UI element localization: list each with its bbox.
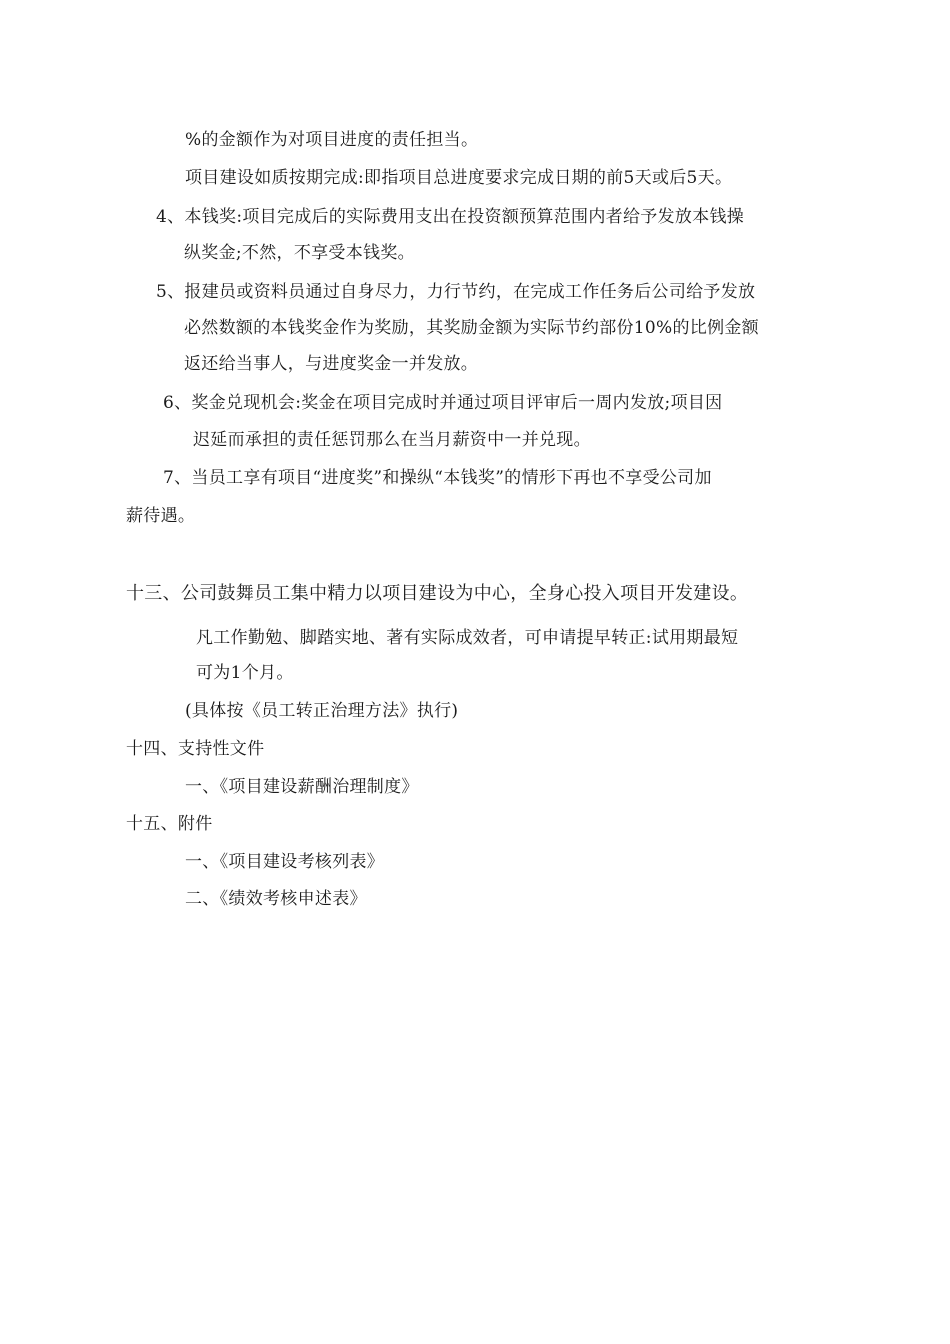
section-15-item-1: 一、《项目建设考核列表》 — [185, 852, 385, 872]
item-4-line-1: 4、本钱奖:项目完成后的实际费用支出在投资额预算范围内者给予发放本钱操 — [156, 207, 745, 227]
item-5-line-2: 必然数额的本钱奖金作为奖励，其奖励金额为实际节约部份10%的比例金额 — [184, 318, 759, 338]
section-15-item-2: 二、《绩效考核申述表》 — [185, 889, 367, 909]
section-13-heading: 十三、公司鼓舞员工集中精力以项目建设为中心，全身心投入项目开发建设。 — [126, 583, 749, 604]
item-5-line-3: 返还给当事人，与进度奖金一并发放。 — [184, 354, 479, 374]
section-14-heading: 十四、支持性文件 — [126, 739, 265, 759]
item-6-line-1: 6、奖金兑现机会:奖金在项目完成时并通过项目评审后一周内发放;项目因 — [163, 393, 723, 413]
section-15-heading: 十五、附件 — [126, 814, 213, 834]
item-7-line-2: 薪待遇。 — [126, 506, 196, 526]
intro-line-2: 项目建设如质按期完成:即指项目总进度要求完成日期的前5天或后5天。 — [185, 168, 733, 188]
intro-line-1: %的金额作为对项目进度的责任担当。 — [185, 130, 479, 150]
item-6-line-2: 迟延而承担的责任惩罚那么在当月薪资中一并兑现。 — [193, 430, 591, 450]
item-5-line-1: 5、报建员或资料员通过自身尽力，力行节约，在完成工作任务后公司给予发放 — [156, 282, 756, 302]
section-13-line-2: 可为1个月。 — [196, 663, 294, 683]
section-14-item-1: 一、《项目建设薪酬治理制度》 — [185, 777, 419, 797]
section-13-note: (具体按《员工转正治理方法》执行) — [185, 701, 459, 721]
item-4-line-2: 纵奖金;不然，不享受本钱奖。 — [184, 243, 415, 263]
item-7-line-1: 7、当员工享有项目“进度奖”和操纵“本钱奖”的情形下再也不享受公司加 — [163, 468, 712, 488]
section-13-line-1: 凡工作勤勉、脚踏实地、著有实际成效者，可申请提早转正:试用期最短 — [196, 628, 739, 648]
